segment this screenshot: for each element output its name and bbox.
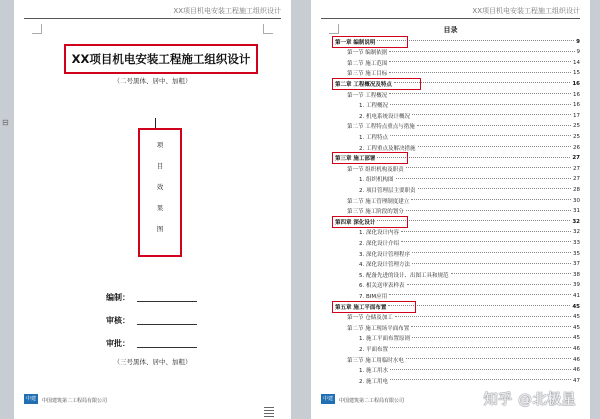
toc-entry-label: 2. 机电系统设计概况: [359, 113, 410, 120]
margin-corner-mark: [263, 24, 273, 34]
toc-entry-label: 第二节 工程特点重点与措施: [347, 124, 415, 131]
toc-section[interactable]: [347, 58, 580, 67]
toc-entry-label: 第二章 工程概况及特点: [335, 81, 392, 88]
toc-subsection[interactable]: [359, 376, 580, 385]
toc-subsection[interactable]: [359, 281, 580, 290]
toc-entry-label: 第一章 编制说明: [335, 39, 376, 46]
field-line-reviewer[interactable]: [137, 324, 197, 325]
document-map-icon[interactable]: ⊟: [2, 118, 9, 127]
toc-entry-label: 1. 施工平面布置原则: [359, 336, 410, 343]
toc-leader-dots: [390, 104, 571, 105]
toc-entry-page: 35: [573, 250, 580, 257]
toc-title: 目录: [443, 26, 458, 34]
toc-subsection[interactable]: [359, 291, 580, 300]
toc-subsection[interactable]: [359, 270, 580, 279]
toc-section[interactable]: [347, 164, 580, 173]
chapter-highlight-box: [332, 216, 408, 228]
toc-entry-page: 45: [572, 303, 580, 310]
page-header: XX项目机电安装工程施工组织设计: [173, 7, 281, 15]
toc-leader-dots: [389, 72, 571, 73]
toc-entry-page: 45: [573, 335, 580, 342]
toc-entry-label: 1. 深化设计内容: [359, 230, 399, 237]
toc-leader-dots: [418, 146, 572, 147]
toc-entry-page: 9: [576, 38, 580, 45]
field-label-compiler: 编制：: [106, 293, 130, 302]
toc-leader-dots: [395, 316, 571, 317]
toc-entry-page: 33: [573, 239, 580, 246]
toc-entry-page: 27: [573, 165, 580, 172]
toc-entry-page: 14: [573, 59, 580, 66]
toc-subsection[interactable]: [359, 238, 580, 247]
field-label-approver: 审批：: [106, 339, 130, 348]
toc-entry-page: 32: [572, 218, 580, 225]
toc-leader-dots: [407, 284, 572, 285]
toc-leader-dots: [401, 241, 571, 242]
toc-entry-label: 2. 项目管理层主要职责: [359, 187, 416, 194]
toc-subsection[interactable]: [359, 132, 580, 141]
toc-entry-label: 7. BIM应用: [359, 293, 388, 300]
toc-entry-page: 26: [573, 144, 580, 151]
toc-entry-page: 17: [573, 112, 580, 119]
toc-entry-page: 27: [572, 155, 580, 162]
field-line-compiler[interactable]: [137, 301, 197, 302]
toc-leader-dots: [418, 188, 572, 189]
toc-subsection[interactable]: [359, 334, 580, 343]
footer-company: 中国建筑第二工程局有限公司: [339, 398, 405, 404]
toc-leader-dots: [411, 199, 571, 200]
toc-subsection[interactable]: [359, 366, 580, 375]
toc-leader-dots: [390, 347, 571, 348]
title-format-note: （二号黑体、居中、加粗）: [113, 77, 192, 85]
seal-char: 图: [156, 225, 164, 233]
toc-subsection[interactable]: [359, 111, 580, 120]
toc-entry-page: 25: [573, 123, 580, 130]
toc-entry-label: 2. 平面布置: [359, 346, 388, 353]
toc-entry-page: 32: [573, 229, 580, 236]
toc-leader-dots: [389, 61, 571, 62]
toc-entry-label: 1. 工程概况: [359, 103, 388, 110]
company-logo: 中建: [25, 396, 36, 402]
toc-entry-label: 1. 工程特点: [359, 134, 388, 141]
toc-entry-page: 45: [573, 324, 580, 331]
toc-section[interactable]: [347, 323, 580, 332]
header-rule: [321, 18, 580, 19]
toc-section[interactable]: [347, 196, 580, 205]
toc-entry-page: 41: [573, 292, 580, 299]
toc-page: [311, 0, 590, 419]
toc-entry-label: 2. 工程重点及解决措施: [359, 145, 416, 152]
toc-entry-page: 39: [573, 282, 580, 289]
toc-entry-page: 38: [573, 271, 580, 278]
toc-entry-page: 46: [573, 356, 580, 363]
toc-leader-dots: [390, 135, 571, 136]
toc-leader-dots: [412, 252, 571, 253]
toc-section[interactable]: [347, 122, 580, 131]
watermark: 知乎 @北极星: [483, 392, 576, 408]
toc-leader-dots: [406, 167, 571, 168]
toc-entry-label: 第二节 施工现场平面布置: [347, 325, 410, 332]
header-rule: [24, 18, 281, 19]
toc-subsection[interactable]: [359, 260, 580, 269]
toc-section[interactable]: [347, 69, 580, 78]
field-line-approver[interactable]: [137, 347, 197, 348]
chapter-highlight-box: [332, 152, 408, 164]
toc-entry-page: 9: [576, 49, 580, 56]
toc-entry-page: 25: [573, 133, 580, 140]
toc-leader-dots: [411, 326, 571, 327]
toc-leader-dots: [406, 358, 571, 359]
toc-section[interactable]: [347, 313, 580, 322]
toc-leader-dots: [390, 379, 571, 380]
toc-entry-page: 16: [573, 91, 580, 98]
toc-entry-page: 30: [573, 197, 580, 204]
toc-subsection[interactable]: [359, 175, 580, 184]
toc-entry-label: 第五章 施工平面布置: [335, 304, 387, 311]
toc-entry-label: 第三节 施工目标: [347, 71, 388, 78]
toc-leader-dots: [412, 263, 571, 264]
toc-entry-page: 46: [573, 345, 580, 352]
chapter-highlight-box: [332, 36, 408, 48]
chapter-highlight-box: [332, 301, 416, 313]
toc-entry-label: 第三章 施工部署: [335, 156, 376, 163]
toc-entry-label: 1. 施工用水: [359, 368, 388, 375]
toc-section[interactable]: [347, 207, 580, 216]
toc-leader-dots: [417, 125, 571, 126]
toc-leader-dots: [390, 369, 571, 370]
toc-entry-label: 第一节 仓储及加工: [347, 315, 393, 322]
seal-char: 效: [156, 183, 164, 191]
toc-entry-page: 28: [573, 186, 580, 193]
toc-entry-page: 16: [573, 102, 580, 109]
toc-leader-dots: [412, 337, 571, 338]
toc-entry-page: 37: [573, 261, 580, 268]
cover-page: [14, 0, 291, 419]
chapter-highlight-box: [332, 78, 421, 90]
fields-format-note: （三号黑体、居中、加粗）: [113, 358, 192, 366]
seal-char: 项: [156, 141, 164, 149]
toc-leader-dots: [396, 178, 572, 179]
toc-entry-page: 47: [573, 377, 580, 384]
toc-subsection[interactable]: [359, 143, 580, 152]
toc-entry-page: 45: [573, 314, 580, 321]
toc-entry-label: 6. 相关送审表样表: [359, 283, 405, 290]
toc-entry-page: 31: [573, 208, 580, 215]
company-logo: 中建: [322, 396, 333, 402]
field-label-reviewer: 审核：: [106, 316, 130, 325]
toc-entry-page: 16: [572, 80, 580, 87]
toc-entry-label: 第一节 工程概况: [347, 92, 388, 99]
toc-entry-label: 第二节 施工范围: [347, 60, 388, 67]
project-rendering-box: [138, 128, 182, 257]
toc-leader-dots: [389, 93, 571, 94]
toc-entry-label: 2. 深化设计介绍: [359, 240, 399, 247]
toc-entry-label: 5. 配备先进的设计、出图工具和规范: [359, 272, 449, 279]
toc-entry-label: 1. 组织机构图: [359, 177, 394, 184]
toc-section[interactable]: [347, 90, 580, 99]
toc-subsection[interactable]: [359, 344, 580, 353]
toc-entry-label: 3. 深化设计管理程序: [359, 251, 410, 258]
toc-subsection[interactable]: [359, 228, 580, 237]
toc-entry-label: 第四章 深化设计: [335, 219, 376, 226]
toc-entry-label: 第三节 施工阶段的划分: [347, 209, 404, 216]
cover-title: XX项目机电安装工程施工组织设计: [64, 44, 258, 74]
page-header: XX项目机电安装工程施工组织设计: [472, 7, 580, 15]
seal-char: 目: [156, 162, 164, 170]
toc-entry-page: 15: [573, 70, 580, 77]
page-edge-mark: [264, 407, 274, 417]
toc-leader-dots: [389, 294, 571, 295]
toc-subsection[interactable]: [359, 101, 580, 110]
toc-entry-label: 第一节 编制依据: [347, 50, 388, 57]
toc-leader-dots: [406, 210, 571, 211]
seal-char: 果: [156, 204, 164, 212]
toc-leader-dots: [389, 51, 574, 52]
toc-entry-label: 第三节 施工用临时水电: [347, 357, 404, 364]
toc-leader-dots: [401, 231, 571, 232]
toc-entry-label: 4. 深化设计管理方法: [359, 262, 410, 269]
toc-subsection[interactable]: [359, 249, 580, 258]
margin-corner-mark: [32, 24, 42, 34]
toc-entry-label: 第二节 施工管理制度建立: [347, 198, 410, 205]
toc-section[interactable]: [347, 48, 580, 57]
toc-entry-page: 27: [573, 176, 580, 183]
toc-section[interactable]: [347, 355, 580, 364]
toc-leader-dots: [451, 273, 572, 274]
toc-subsection[interactable]: [359, 185, 580, 194]
toc-leader-dots: [412, 114, 571, 115]
toc-entry-label: 2. 施工用电: [359, 378, 388, 385]
toc-entry-label: 第一节 组织机构及职责: [347, 166, 404, 173]
footer-company: 中国建筑第二工程局有限公司: [42, 398, 108, 404]
toc-entry-page: 46: [573, 367, 580, 374]
